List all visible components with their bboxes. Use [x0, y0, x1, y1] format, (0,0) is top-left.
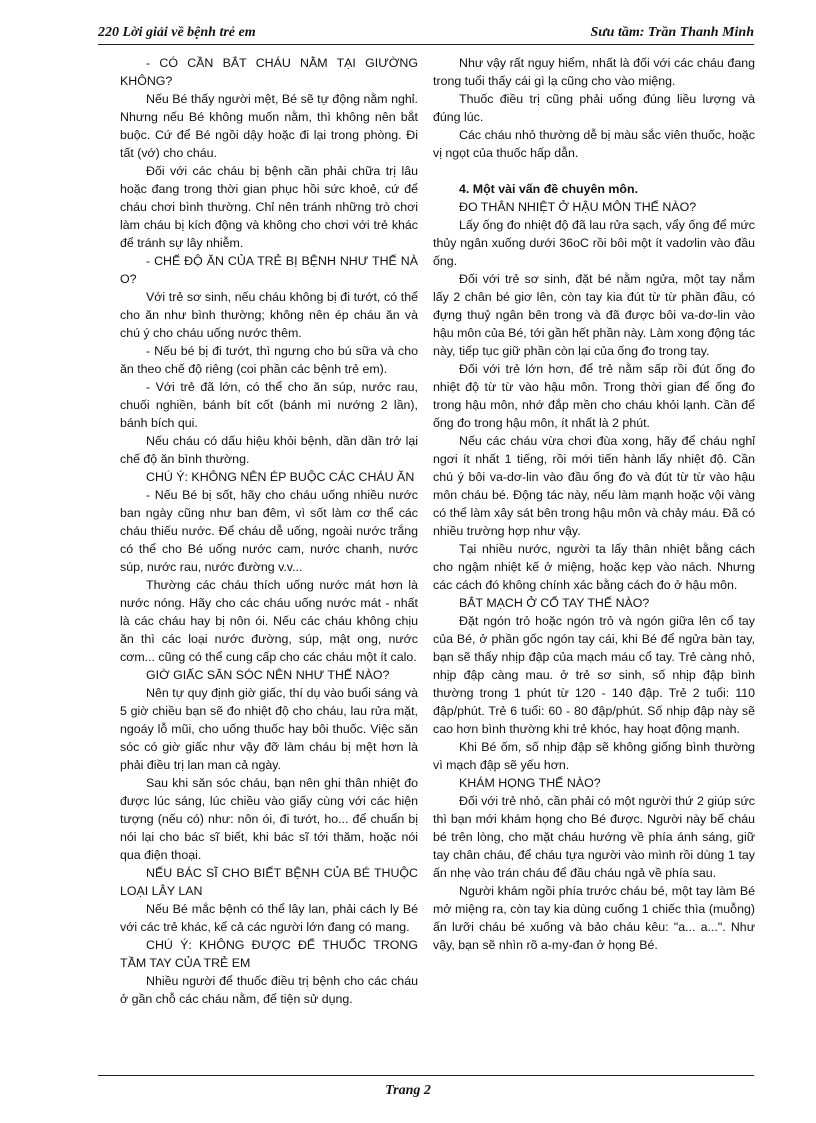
paragraph: Nhiều người để thuốc điều trị bệnh cho các cháu ở gần chỗ các cháu nằm, để tiện sử dụng. [120, 974, 418, 1006]
paragraph: - CÓ CẦN BẮT CHÁU NẰM TẠI GIƯỜNG KHÔNG? [120, 56, 418, 88]
paragraph: ĐO THÂN NHIỆT Ở HẬU MÔN THẾ NÀO? [459, 200, 697, 214]
paragraph: Tại nhiều nước, người ta lấy thân nhiệt bằng cách cho ngậm nhiệt kế ở miệng, hoặc kẹp vào nách. Nhưng các cách đó không chính xác bằng cách đo ở hậu môn. [433, 542, 755, 592]
book-title: 220 Lời giải về bệnh trẻ em [98, 25, 256, 40]
paragraph: Nếu Bé thấy người mệt, Bé sẽ tự động nằm nghỉ. Nhưng nếu Bé không muốn nằm, thì không nên bắt buộc. Cứ để Bé ngồi dậy hoặc đi lại trong phòng. Đi tất (vớ) cho cháu. [120, 92, 418, 160]
paragraph: Thường các cháu thích uống nước mát hơn là nước nóng. Hãy cho các cháu uống nước mát - nhất là các cháu hay bị nôn ói. Nếu các cháu không chịu ăn thì các loại nước đường, súp, mật ong, nước cơm... cũng có thể cung cấp cho các cháu một ít calo. [120, 578, 418, 664]
paragraph: NẾU BÁC SĨ CHO BIẾT BỆNH CỦA BÉ THUỘC LOẠI LÂY LAN [120, 866, 418, 898]
paragraph: Đặt ngón trỏ hoặc ngón trỏ và ngón giữa lên cổ tay của Bé, ở phần gốc ngón tay cái, khi Bé để ngửa bàn tay, bạn sẽ thấy nhịp đập của mạch máu cổ tay. Trẻ càng nhỏ, nhịp đập càng mau. ở trẻ sơ sinh, số nhịp đập bình thường trong 1 phút từ 120 - 140 đập. Trẻ 2 tuổi: 110 đập/phút. Trẻ 6 tuổi: 60 - 80 đập/phút. Số nhịp đập này sẽ cao hơn bình thường khi trẻ khóc, hay hoạt động mạnh. [433, 614, 755, 736]
paragraph: Nên tự quy định giờ giấc, thí dụ vào buổi sáng và 5 giờ chiều bạn sẽ đo nhiệt độ cho cháu, lau rửa mặt, ngoáy lỗ mũi, cho uống thuốc hay bôi thuốc. Việc săn sóc có giờ giấc như vậy đỡ làm cháu bị mệt hơn là phải điều trị lan man cả ngày. [120, 686, 418, 772]
footer-rule [98, 1075, 754, 1076]
paragraph: BẮT MẠCH Ở CỔ TAY THẾ NÀO? [459, 596, 650, 610]
paragraph: - CHẾ ĐỘ ĂN CỦA TRẺ BỊ BỆNH NHƯ THẾ NÀ O? [120, 254, 418, 286]
paragraph: Các cháu nhỏ thường dễ bị màu sắc viên thuốc, hoặc vị ngọt của thuốc hấp dẫn. [433, 128, 755, 160]
paragraph: Sau khi săn sóc cháu, bạn nên ghi thân nhiệt đo được lúc sáng, lúc chiều vào giấy cùng với các hiện tượng (nếu có) như: nôn ói, đi tướt, ho... để chuẩn bị nói lại cho bác sĩ biết, khi bác sĩ tới thăm, hoặc nói qua điện thoại. [120, 776, 418, 862]
paragraph: CHÚ Ý: KHÔNG NÊN ÉP BUỘC CÁC CHÁU ĂN [146, 470, 415, 484]
paragraph: - Với trẻ đã lớn, có thể cho ăn súp, nước rau, chuối nghiền, bánh bít cốt (bánh mì nướng 2 lần), bánh bích qui. [120, 380, 418, 430]
paragraph: Nếu các cháu vừa chơi đùa xong, hãy để cháu nghỉ ngơi ít nhất 1 tiếng, rồi mới tiến hành lấy nhiệt độ. Cần chú ý bôi va-dơ-lin vào đầu ống đo và đút từ từ vào hậu môn cháu bé. Động tác này, nếu làm mạnh hoặc vội vàng có thể làm xây sát bên trong hậu môn và chảy máu. Đã có nhiều trường hợp như vậy. [433, 434, 755, 538]
paragraph: - Nếu bé bị đi tướt, thì ngưng cho bú sữa và cho ăn theo chế độ riêng (coi phần các bệnh trẻ em). [120, 344, 418, 376]
paragraph: Nếu cháu có dấu hiệu khỏi bệnh, dần dần trở lại chế độ ăn bình thường. [120, 434, 418, 466]
paragraph: Lấy ống đo nhiệt độ đã lau rửa sạch, vẩy ống để mức thủy ngân xuống dưới 36oC rồi bôi một ít vadơlin vào đầu ống. [433, 218, 755, 268]
paragraph: Đối với trẻ lớn hơn, để trẻ nằm sấp rồi đút ống đo nhiệt độ từ từ vào hậu môn. Trong thời gian để ống đo trong hậu môn, nhớ đắp mền cho cháu khỏi lạnh. Cần để ống đo trong hậu môn, ít nhất là 2 phút. [433, 362, 755, 430]
paragraph: Đối với các cháu bị bệnh cần phải chữa trị lâu hoặc đang trong thời gian phục hồi sức khoẻ, cứ để cháu chơi bình thường. Chỉ nên tránh những trò chơi làm cháu bị kích động và không cho chơi với trẻ khác để tránh sự lây nhiễm. [120, 164, 418, 250]
paragraph: Như vậy rất nguy hiểm, nhất là đối với các cháu đang trong tuổi thấy cái gì lạ cũng cho vào miệng. [433, 56, 755, 88]
paragraph: - Nếu Bé bị sốt, hãy cho cháu uống nhiều nước ban ngày cũng như ban đêm, vì sốt làm cơ thể các cháu thiếu nước. Để cháu dễ uống, ngoài nước trắng có thể cho Bé uống nước cam, nước chanh, nước súp, nước rau, nước đường v.v... [120, 488, 418, 574]
page-number: Trang 2 [385, 1083, 431, 1098]
page-header [98, 22, 754, 45]
paragraph: Đối với trẻ nhỏ, cần phải có một người thứ 2 giúp sức thì bạn mới khám họng cho Bé được. Người này bế cháu bé trên lòng, cho mặt cháu hướng về phía ánh sáng, giữ tay chân cháu, để cháu tựa người vào mình rồi dùng 1 tay ấn nhẹ vào trán cháu để đầu cháu ngả về phía sau. [433, 794, 755, 880]
paragraph: Đối với trẻ sơ sinh, đặt bé nằm ngửa, một tay nắm lấy 2 chân bé giơ lên, còn tay kia đút từ từ phần đầu, có đựng thuỷ ngân bên trong và đã được bôi va-dơ-lin vào hậu môn của Bé, tới gần hết phần này. Làm xong động tác này, tiếp tục giữ phần còn lại của ống đo trong tay. [433, 272, 756, 358]
left-column [120, 54, 418, 1008]
paragraph: Nếu Bé mắc bệnh có thể lây lan, phải cách ly Bé với các trẻ khác, kể cả các người lớn đang có mang. [120, 902, 418, 934]
paragraph: Người khám ngồi phía trước cháu bé, một tay làm Bé mở miệng ra, còn tay kia dùng cuống 1 chiếc thìa (muỗng) ấn lưỡi cháu bé xuống và bảo cháu kêu: "a... a...". Như vậy, bạn sẽ nhìn rõ a-my-đan ở họng Bé. [433, 884, 755, 952]
section-heading: 4. Một vài vấn đề chuyên môn. [459, 182, 639, 196]
paragraph: Khi Bé ốm, số nhịp đập sẽ không giống bình thường vì mạch đập sẽ yếu hơn. [433, 740, 755, 772]
paragraph: KHÁM HỌNG THẾ NÀO? [459, 776, 601, 790]
paragraph: Với trẻ sơ sinh, nếu cháu không bị đi tướt, có thể cho ăn như bình thường; không nên ép cháu ăn và chú ý cho cháu uống nước thêm. [120, 290, 418, 340]
paragraph: CHÚ Ý: KHÔNG ĐƯỢC ĐỂ THUỐC TRONG TẦM TAY CỦA TRẺ EM [120, 938, 418, 970]
right-column [433, 54, 755, 954]
compiler-credit: Sưu tầm: Trần Thanh Minh [590, 25, 754, 40]
paragraph: GIỜ GIẤC SĂN SÓC NÊN NHƯ THẾ NÀO? [146, 668, 390, 682]
paragraph: Thuốc điều trị cũng phải uống đúng liều lượng và đúng lúc. [433, 92, 755, 124]
